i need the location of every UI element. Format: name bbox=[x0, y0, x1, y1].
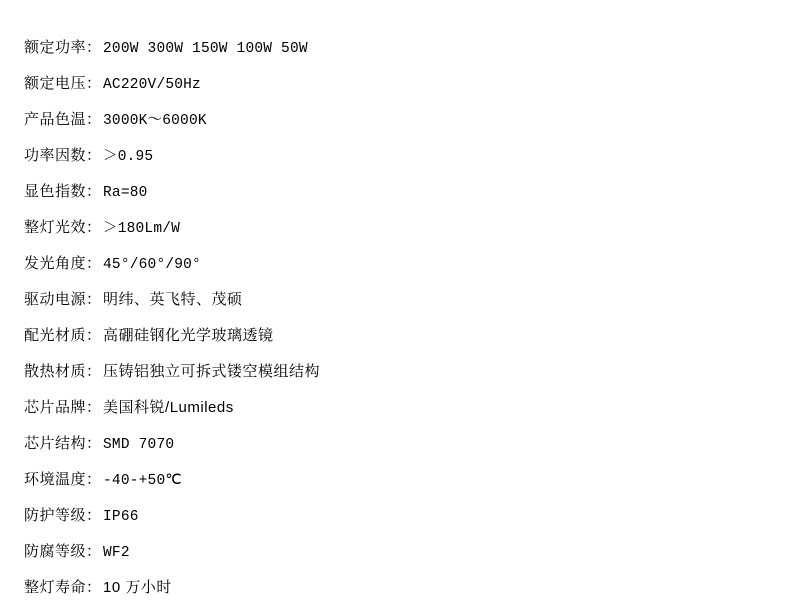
spec-value: ＞0.95 bbox=[103, 149, 154, 165]
spec-label: 驱动电源 bbox=[24, 291, 87, 308]
spec-row bbox=[24, 30, 790, 66]
spec-label: 功率因数 bbox=[24, 147, 87, 164]
spec-label: 散热材质 bbox=[24, 363, 87, 380]
spec-separator: ： bbox=[86, 435, 102, 452]
spec-value: 3000K～6000K bbox=[103, 113, 207, 129]
spec-value: SMD 7070 bbox=[103, 437, 175, 453]
spec-row bbox=[24, 66, 790, 102]
spec-separator: ： bbox=[86, 147, 102, 164]
spec-value: -40-+50℃ bbox=[103, 473, 182, 489]
spec-label: 整灯光效 bbox=[24, 219, 87, 236]
spec-separator: ： bbox=[86, 327, 102, 344]
spec-separator: ： bbox=[86, 219, 102, 236]
spec-label: 防护等级 bbox=[24, 507, 87, 524]
spec-label: 防腐等级 bbox=[24, 543, 87, 560]
spec-value: Ra=80 bbox=[103, 185, 148, 201]
spec-row bbox=[24, 138, 790, 174]
spec-value: AC220V/50Hz bbox=[103, 77, 201, 93]
spec-label: 产品色温 bbox=[24, 111, 87, 128]
spec-label: 额定功率 bbox=[24, 39, 87, 56]
spec-value: 美国科锐/Lumileds bbox=[103, 399, 234, 416]
spec-value: WF2 bbox=[103, 545, 130, 561]
spec-value: 高硼硅钢化光学玻璃透镜 bbox=[103, 327, 274, 344]
spec-label: 整灯寿命 bbox=[24, 579, 87, 596]
spec-separator: ： bbox=[86, 543, 102, 560]
spec-separator: ： bbox=[86, 255, 102, 272]
spec-separator: ： bbox=[86, 183, 102, 200]
spec-row bbox=[24, 534, 790, 570]
spec-separator: ： bbox=[86, 579, 102, 596]
spec-row bbox=[24, 102, 790, 138]
spec-row bbox=[24, 498, 790, 534]
spec-label: 环境温度 bbox=[24, 471, 87, 488]
spec-row bbox=[24, 462, 790, 498]
spec-separator: ： bbox=[86, 75, 102, 92]
spec-value: ＞180Lm/W bbox=[103, 221, 181, 237]
spec-value: 45°/60°/90° bbox=[103, 257, 201, 273]
spec-value: 明纬、英飞特、茂硕 bbox=[103, 291, 243, 308]
spec-row bbox=[24, 426, 790, 462]
spec-separator: ： bbox=[86, 291, 102, 308]
spec-value: 压铸铝独立可拆式镂空模组结构 bbox=[103, 363, 321, 380]
spec-value: 10 万小时 bbox=[103, 579, 172, 596]
spec-label: 显色指数 bbox=[24, 183, 87, 200]
spec-label: 发光角度 bbox=[24, 255, 87, 272]
spec-row bbox=[24, 318, 790, 354]
spec-label: 额定电压 bbox=[24, 75, 87, 92]
spec-value: 200W 300W 150W 100W 50W bbox=[103, 41, 308, 57]
spec-label: 芯片品牌 bbox=[24, 399, 87, 416]
spec-row bbox=[24, 246, 790, 282]
spec-row bbox=[24, 354, 790, 390]
spec-separator: ： bbox=[86, 39, 102, 56]
spec-label: 芯片结构 bbox=[24, 435, 87, 452]
spec-row bbox=[24, 570, 790, 606]
spec-separator: ： bbox=[86, 111, 102, 128]
spec-separator: ： bbox=[86, 363, 102, 380]
spec-row bbox=[24, 390, 790, 426]
spec-label: 配光材质 bbox=[24, 327, 87, 344]
spec-row bbox=[24, 174, 790, 210]
spec-row bbox=[24, 210, 790, 246]
spec-row bbox=[24, 282, 790, 318]
spec-value: IP66 bbox=[103, 509, 139, 525]
spec-separator: ： bbox=[86, 471, 102, 488]
spec-separator: ： bbox=[86, 507, 102, 524]
spec-separator: ： bbox=[86, 399, 102, 416]
